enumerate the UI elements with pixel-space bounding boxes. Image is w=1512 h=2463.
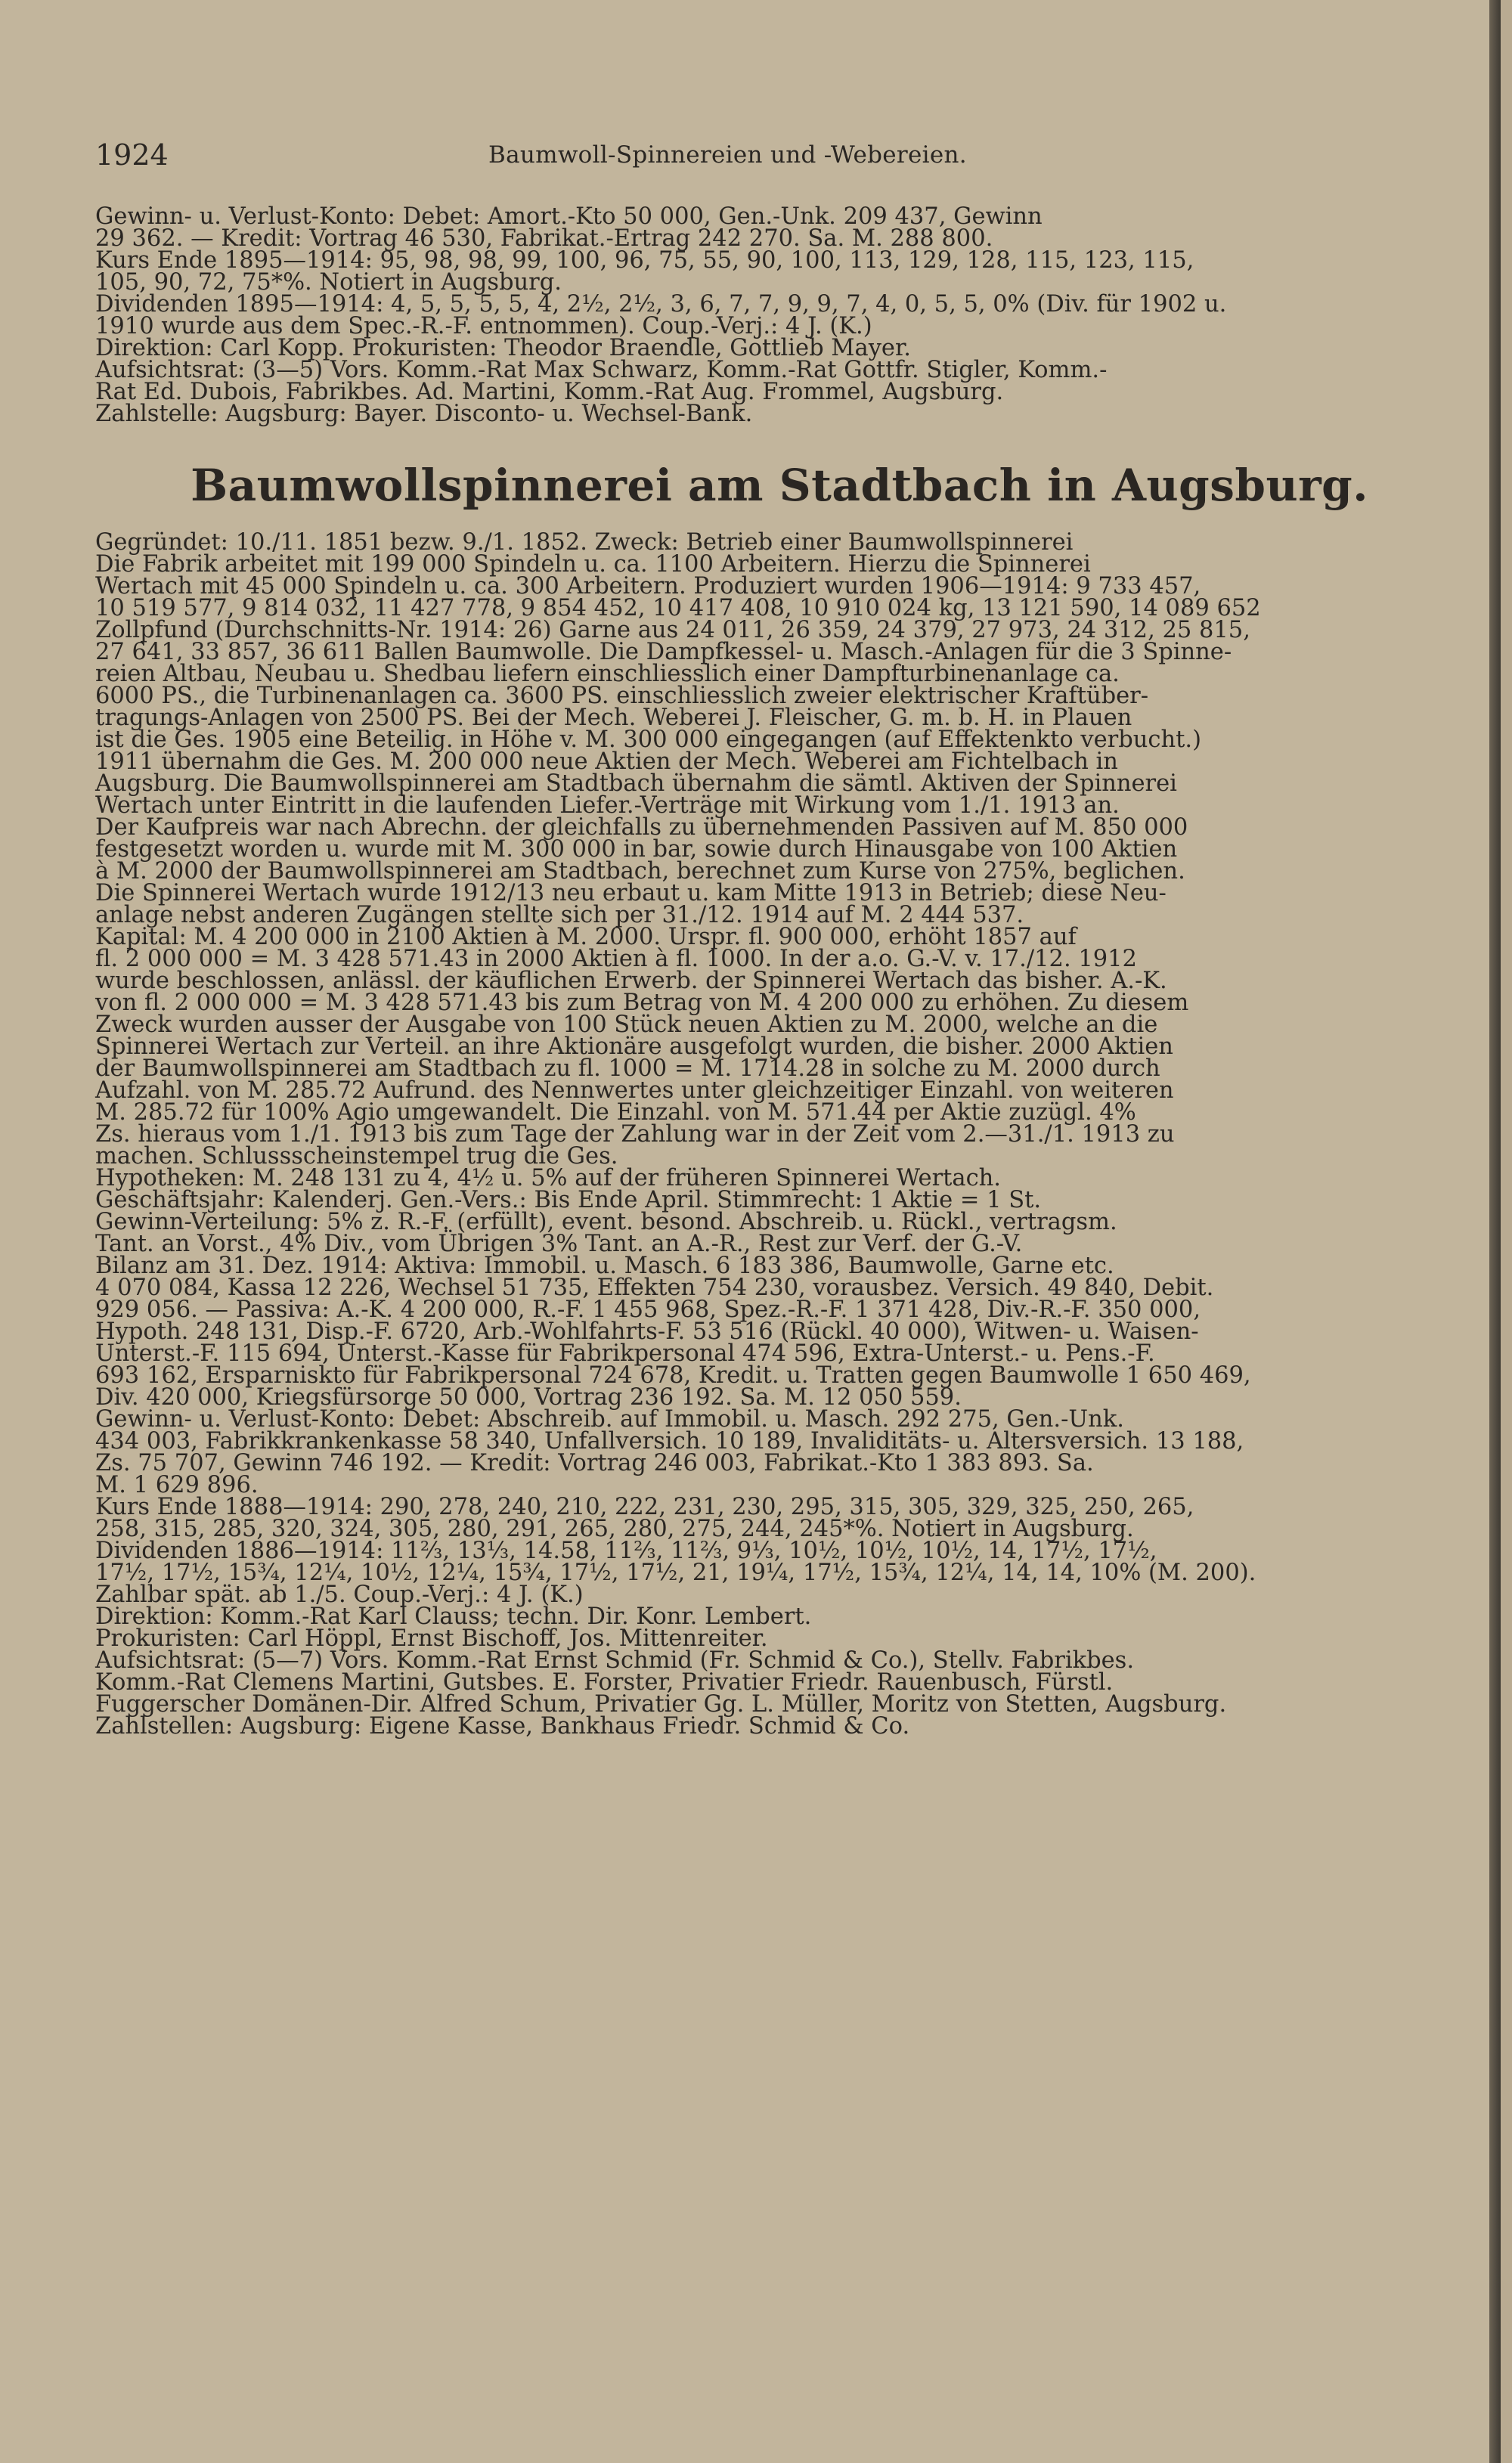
text-line: 258, 315, 285, 320, 324, 305, 280, 291, 265, 280, 275, 244, 245*%. Notiert in Augsburg.	[95, 1516, 1134, 1542]
text-line: wurde beschlossen, anlässl. der käuflichen Erwerb. der Spinnerei Wertach das bisher. A.-K.	[95, 968, 1167, 994]
text-line: Zs. hieraus vom 1./1. 1913 bis zum Tage der Zahlung war in der Zeit vom 2.—31./1. 1913 zu	[95, 1121, 1175, 1148]
text-line: tragungs-Anlagen von 2500 PS. Bei der Mech. Weberei J. Fleischer, G. m. b. H. in Plauen	[95, 705, 1132, 731]
text-line: von fl. 2 000 000 = M. 3 428 571.43 bis zum Betrag von M. 4 200 000 zu erhöhen. Zu diesem	[95, 990, 1189, 1016]
text-line: Kurs Ende 1895—1914: 95, 98, 98, 99, 100, 96, 75, 55, 90, 100, 113, 129, 128, 115, 123, 115,	[95, 247, 1194, 274]
text-line: 4 070 084, Kassa 12 226, Wechsel 51 735, Effekten 754 230, vorausbez. Versich. 49 840, Debit.	[95, 1275, 1214, 1301]
text-line: Aufsichtsrat: (5—7) Vors. Komm.-Rat Ernst Schmid (Fr. Schmid & Co.), Stellv. Fabrikbes.	[95, 1647, 1135, 1674]
text-line: Zollpfund (Durchschnitts-Nr. 1914: 26) Garne aus 24 011, 26 359, 24 379, 27 973, 24 312, 25 815,	[95, 617, 1250, 643]
page-header	[95, 138, 1456, 175]
text-line: Der Kaufpreis war nach Abrechn. der gleichfalls zu übernehmenden Passiven auf M. 850 000	[95, 814, 1188, 841]
text-line: 29 362. — Kredit: Vortrag 46 530, Fabrikat.-Ertrag 242 270. Sa. M. 288 800.	[95, 225, 993, 252]
text-line: Zweck wurden ausser der Ausgabe von 100 Stück neuen Aktien zu M. 2000, welche an die	[95, 1012, 1158, 1038]
text-line: 105, 90, 72, 75*%. Notiert in Augsburg.	[95, 269, 562, 296]
text-line: Dividenden 1886—1914: 11⅔, 13⅓, 14.58, 11⅔, 11⅔, 9⅓, 10½, 10½, 10½, 14, 17½, 17½,	[95, 1538, 1157, 1564]
text-line: 6000 PS., die Turbinenanlagen ca. 3600 PS. einschliesslich zweier elektrischer Kraftüber-	[95, 683, 1149, 709]
text-line: 1910 wurde aus dem Spec.-R.-F. entnommen). Coup.-Verj.: 4 J. (K.)	[95, 313, 872, 339]
text-line: Aufzahl. von M. 285.72 Aufrund. des Nennwertes unter gleichzeitiger Einzahl. von weiteren	[95, 1077, 1174, 1104]
text-line: Bilanz am 31. Dez. 1914: Aktiva: Immobil. u. Masch. 6 183 386, Baumwolle, Garne etc.	[95, 1253, 1114, 1279]
text-line: fl. 2 000 000 = M. 3 428 571.43 in 2000 Aktien à fl. 1000. In der a.o. G.-V. v. 17./12. 1912	[95, 946, 1137, 972]
text-line: Kurs Ende 1888—1914: 290, 278, 240, 210, 222, 231, 230, 295, 315, 305, 329, 325, 250, 265,	[95, 1494, 1194, 1520]
text-line: Die Fabrik arbeitet mit 199 000 Spindeln u. ca. 1100 Arbeitern. Hierzu die Spinnerei	[95, 551, 1091, 578]
text-line: anlage nebst anderen Zugängen stellte sich per 31./12. 1914 auf M. 2 444 537.	[95, 902, 1024, 928]
text-line: Gegründet: 10./11. 1851 bezw. 9./1. 1852. Zweck: Betrieb einer Baumwollspinnerei	[95, 529, 1074, 556]
text-line: Gewinn- u. Verlust-Konto: Debet: Amort.-Kto 50 000, Gen.-Unk. 209 437, Gewinn	[95, 203, 1043, 230]
text-line: machen. Schlussscheinstempel trug die Ges.	[95, 1143, 618, 1170]
section-previous-company	[95, 203, 1464, 427]
text-line: Direktion: Komm.-Rat Karl Clauss; techn. Dir. Konr. Lembert.	[95, 1603, 812, 1630]
text-line: Tant. an Vorst., 4% Div., vom Übrigen 3% Tant. an A.-R., Rest zur Verf. der G.-V.	[95, 1231, 1023, 1257]
text-line: M. 1 629 896.	[95, 1472, 259, 1498]
text-line: 929 056. — Passiva: A.-K. 4 200 000, R.-F. 1 455 968, Spez.-R.-F. 1 371 428, Div.-R.-F. 350 000,	[95, 1297, 1201, 1323]
text-line: Wertach mit 45 000 Spindeln u. ca. 300 Arbeitern. Produziert wurden 1906—1914: 9 733 457,	[95, 573, 1201, 599]
text-line: 434 003, Fabrikkrankenkasse 58 340, Unfallversich. 10 189, Invaliditäts- u. Altersversich. 13 188,	[95, 1428, 1244, 1455]
text-line: Prokuristen: Carl Höppl, Ernst Bischoff, Jos. Mittenreiter.	[95, 1625, 768, 1652]
text-line: Zahlstellen: Augsburg: Eigene Kasse, Bankhaus Friedr. Schmid & Co.	[95, 1713, 910, 1740]
page-number: 1924	[95, 138, 169, 172]
text-line: Zs. 75 707, Gewinn 746 192. — Kredit: Vortrag 246 003, Fabrikat.-Kto 1 383 893. Sa.	[95, 1450, 1094, 1476]
text-line: à M. 2000 der Baumwollspinnerei am Stadtbach, berechnet zum Kurse von 275%, beglichen.	[95, 858, 1185, 885]
text-line: ist die Ges. 1905 eine Beteilig. in Höhe v. M. 300 000 eingegangen (auf Effektenkto verbucht.)	[95, 727, 1201, 753]
text-line: Komm.-Rat Clemens Martini, Gutsbes. E. Forster, Privatier Friedr. Rauenbusch, Fürstl.	[95, 1669, 1114, 1696]
text-line: Hypotheken: M. 248 131 zu 4, 4½ u. 5% auf der früheren Spinnerei Wertach.	[95, 1165, 1002, 1191]
text-line: Gewinn- u. Verlust-Konto: Debet: Abschreib. auf Immobil. u. Masch. 292 275, Gen.-Unk.	[95, 1406, 1124, 1433]
text-line: 27 641, 33 857, 36 611 Ballen Baumwolle. Die Dampfkessel- u. Masch.-Anlagen für die 3 Spinne-	[95, 639, 1232, 665]
text-line: Direktion: Carl Kopp. Prokuristen: Theodor Braendle, Gottlieb Mayer.	[95, 335, 911, 361]
page-edge-shadow	[1489, 0, 1501, 2463]
running-title: Baumwoll-Spinnereien und -Webereien.	[488, 141, 967, 169]
text-line: 10 519 577, 9 814 032, 11 427 778, 9 854 452, 10 417 408, 10 910 024 kg, 13 121 590, 14 089 652	[95, 595, 1261, 621]
company-title: Baumwollspinnerei am Stadtbach in Augsburg.	[191, 460, 1368, 511]
text-line: 17½, 17½, 15¾, 12¼, 10½, 12¼, 15¾, 17½, 17½, 21, 19¼, 17½, 15¾, 12¼, 14, 14, 10% (M. 200).	[95, 1560, 1256, 1586]
text-line: Augsburg. Die Baumwollspinnerei am Stadtbach übernahm die sämtl. Aktiven der Spinnerei	[95, 770, 1177, 797]
text-line: Aufsichtsrat: (3—5) Vors. Komm.-Rat Max Schwarz, Komm.-Rat Gottfr. Stigler, Komm.-	[95, 357, 1108, 383]
text-line: Gewinn-Verteilung: 5% z. R.-F. (erfüllt), event. besond. Abschreib. u. Rückl., vertragsm.	[95, 1209, 1117, 1235]
text-line: Zahlstelle: Augsburg: Bayer. Disconto- u. Wechsel-Bank.	[95, 401, 753, 427]
text-line: Die Spinnerei Wertach wurde 1912/13 neu erbaut u. kam Mitte 1913 in Betrieb; diese Neu-	[95, 880, 1167, 906]
text-line: Rat Ed. Dubois, Fabrikbes. Ad. Martini, Komm.-Rat Aug. Frommel, Augsburg.	[95, 379, 1004, 405]
text-line: Spinnerei Wertach zur Verteil. an ihre Aktionäre ausgefolgt wurden, die bisher. 2000 Aktien	[95, 1033, 1173, 1060]
page-body	[95, 203, 1464, 1740]
text-line: Div. 420 000, Kriegsfürsorge 50 000, Vortrag 236 192. Sa. M. 12 050 559.	[95, 1384, 962, 1411]
text-line: Dividenden 1895—1914: 4, 5, 5, 5, 5, 4, 2½, 2½, 3, 6, 7, 7, 9, 9, 7, 4, 0, 5, 5, 0% (Div. für 1902 u.	[95, 291, 1227, 318]
text-line: Unterst.-F. 115 694, Unterst.-Kasse für Fabrikpersonal 474 596, Extra-Unterst.- u. Pens.-F.	[95, 1340, 1155, 1367]
text-line: festgesetzt worden u. wurde mit M. 300 000 in bar, sowie durch Hinausgabe von 100 Aktien	[95, 836, 1178, 863]
section-company-entry	[95, 529, 1464, 1740]
text-line: M. 285.72 für 100% Agio umgewandelt. Die Einzahl. von M. 571.44 per Aktie zuzügl. 4%	[95, 1099, 1136, 1126]
text-line: Kapital: M. 4 200 000 in 2100 Aktien à M. 2000. Urspr. fl. 900 000, erhöht 1857 auf	[95, 924, 1077, 950]
text-line: Geschäftsjahr: Kalenderj. Gen.-Vers.: Bis Ende April. Stimmrecht: 1 Aktie = 1 St.	[95, 1187, 1042, 1213]
text-line: 693 162, Ersparniskto für Fabrikpersonal 724 678, Kredit. u. Tratten gegen Baumwolle 1 650 469,	[95, 1362, 1251, 1389]
text-line: Zahlbar spät. ab 1./5. Coup.-Verj.: 4 J. (K.)	[95, 1582, 584, 1608]
text-line: der Baumwollspinnerei am Stadtbach zu fl. 1000 = M. 1714.28 in solche zu M. 2000 durch	[95, 1055, 1160, 1082]
text-line: reien Altbau, Neubau u. Shedbau liefern einschliesslich einer Dampfturbinenanlage ca.	[95, 661, 1120, 687]
text-line: Wertach unter Eintritt in die laufenden Liefer.-Verträge mit Wirkung vom 1./1. 1913 an.	[95, 792, 1120, 819]
text-line: Hypoth. 248 131, Disp.-F. 6720, Arb.-Wohlfahrts-F. 53 516 (Rückl. 40 000), Witwen- u. Waisen-	[95, 1318, 1199, 1345]
text-line: Fuggerscher Domänen-Dir. Alfred Schum, Privatier Gg. L. Müller, Moritz von Stetten, Augsburg.	[95, 1691, 1227, 1718]
text-line: 1911 übernahm die Ges. M. 200 000 neue Aktien der Mech. Weberei am Fichtelbach in	[95, 748, 1118, 775]
